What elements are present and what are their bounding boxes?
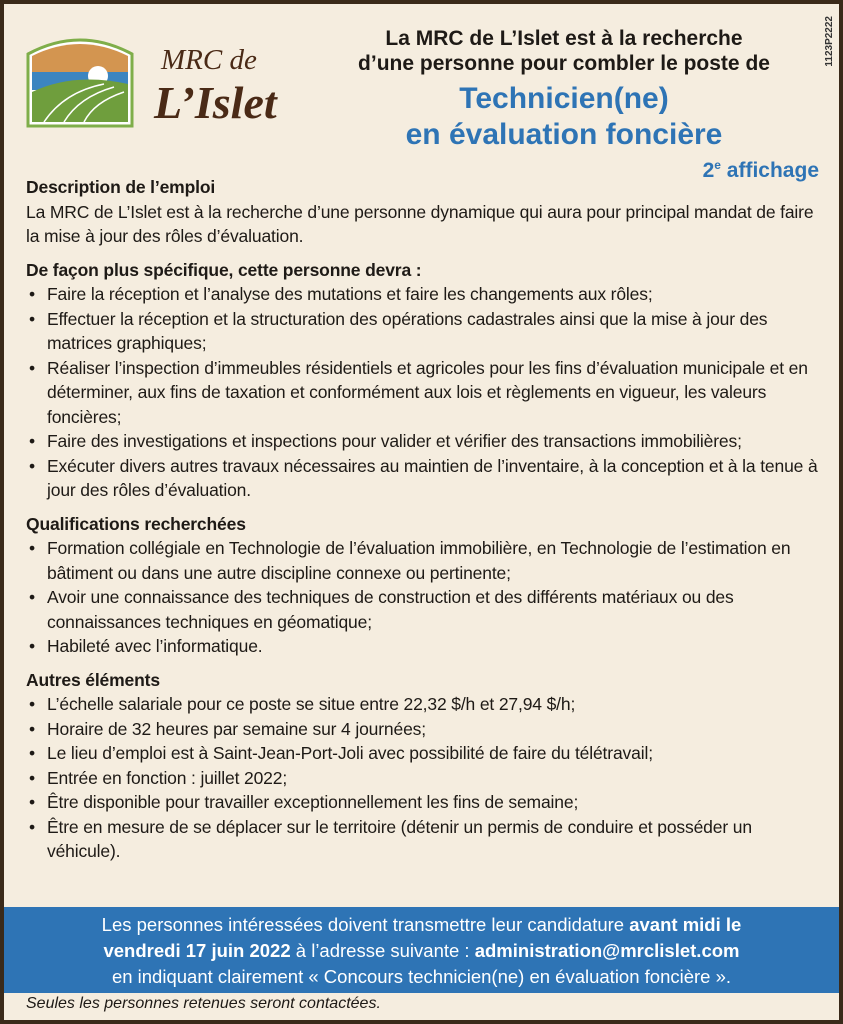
list-item: • L’échelle salariale pour ce poste se situe entre 22,32 $/h et 27,94 $/h; [26,692,826,717]
qualifications-heading: Qualifications recherchées [26,513,246,534]
list-item: • Habileté avec l’informatique. [26,634,826,659]
list-item: • Horaire de 32 heures par semaine sur 4 journées; [26,717,826,742]
brand-line2: L’Islet [154,77,277,128]
apply-text2: à l’adresse suivante : [290,940,475,961]
application-banner [4,907,839,993]
job-title-line2: en évaluation foncière [405,118,723,151]
other-list [26,692,826,864]
list-item: • Réaliser l’inspection d’immeubles résidentiels et agricoles pour les fins d’évaluation municipale et en déterminer, aux fins de taxation et conformément aux lois et règlements en vigueur, les valeurs foncières; [26,356,826,430]
email-link[interactable]: administration@mrclislet.com [474,940,740,961]
footer-note: Seules les personnes retenues seront contactées. [26,995,381,1012]
list-item: • Avoir une connaissance des techniques de construction et des différents matériaux ou des connaissances techniques en géomatique; [26,585,826,634]
posting-sup: e [714,158,721,172]
list-item: • Être en mesure de se déplacer sur le territoire (détenir un permis de conduire et posséder un véhicule). [26,815,826,864]
mrc-logo [24,32,136,128]
deadline-part2: vendredi 17 juin 2022 [103,940,291,961]
job-title [304,81,824,153]
description-text: La MRC de L’Islet est à la recherche d’une personne dynamique qui aura pour principal mandat de faire la mise à jour des rôles d’évaluation. [26,201,814,246]
list-item: • Exécuter divers autres travaux nécessaires au maintien de l’inventaire, à la conception et à la tenue à jour des rôles d’évaluation. [26,454,826,503]
ad-code: 1123P2222 [824,16,835,67]
job-posting [4,4,839,1020]
job-title-line1: Technicien(ne) [459,82,669,115]
header-line1: La MRC de L’Islet est à la recherche [385,27,743,50]
list-item: • Faire la réception et l’analyse des mutations et faire les changements aux rôles; [26,282,826,307]
apply-text1: Les personnes intéressées doivent transmettre leur candidature [101,914,630,935]
duties-list [26,282,826,503]
duties-heading: De façon plus spécifique, cette personne devra : [26,259,422,280]
list-item: • Faire des investigations et inspections pour valider et vérifier des transactions immobilières; [26,429,826,454]
header-intro [304,26,824,76]
description-heading: Description de l’emploi [26,177,216,197]
brand-line1: MRC de [161,44,257,76]
list-item: • Être disponible pour travailler exceptionnellement les fins de semaine; [26,790,826,815]
apply-text3: en indiquant clairement « Concours technicien(ne) en évaluation foncière ». [111,966,732,987]
deadline-part1: avant midi le [629,914,742,935]
list-item: • Le lieu d’emploi est à Saint-Jean-Port-Joli avec possibilité de faire du télétravail; [26,741,826,766]
header-line2: d’une personne pour combler le poste de [358,52,770,75]
other-heading: Autres éléments [26,669,160,690]
content [26,166,826,864]
posting-text: affichage [720,159,819,182]
list-item: • Formation collégiale en Technologie de l’évaluation immobilière, en Technologie de l’estimation en bâtiment ou dans une autre discipline connexe ou pertinente; [26,536,826,585]
list-item: • Entrée en fonction : juillet 2022; [26,766,826,791]
qualifications-list [26,536,826,659]
list-item: • Effectuer la réception et la structuration des opérations cadastrales ainsi que la mise à jour des matrices graphiques; [26,307,826,356]
posting-num: 2 [702,159,715,182]
